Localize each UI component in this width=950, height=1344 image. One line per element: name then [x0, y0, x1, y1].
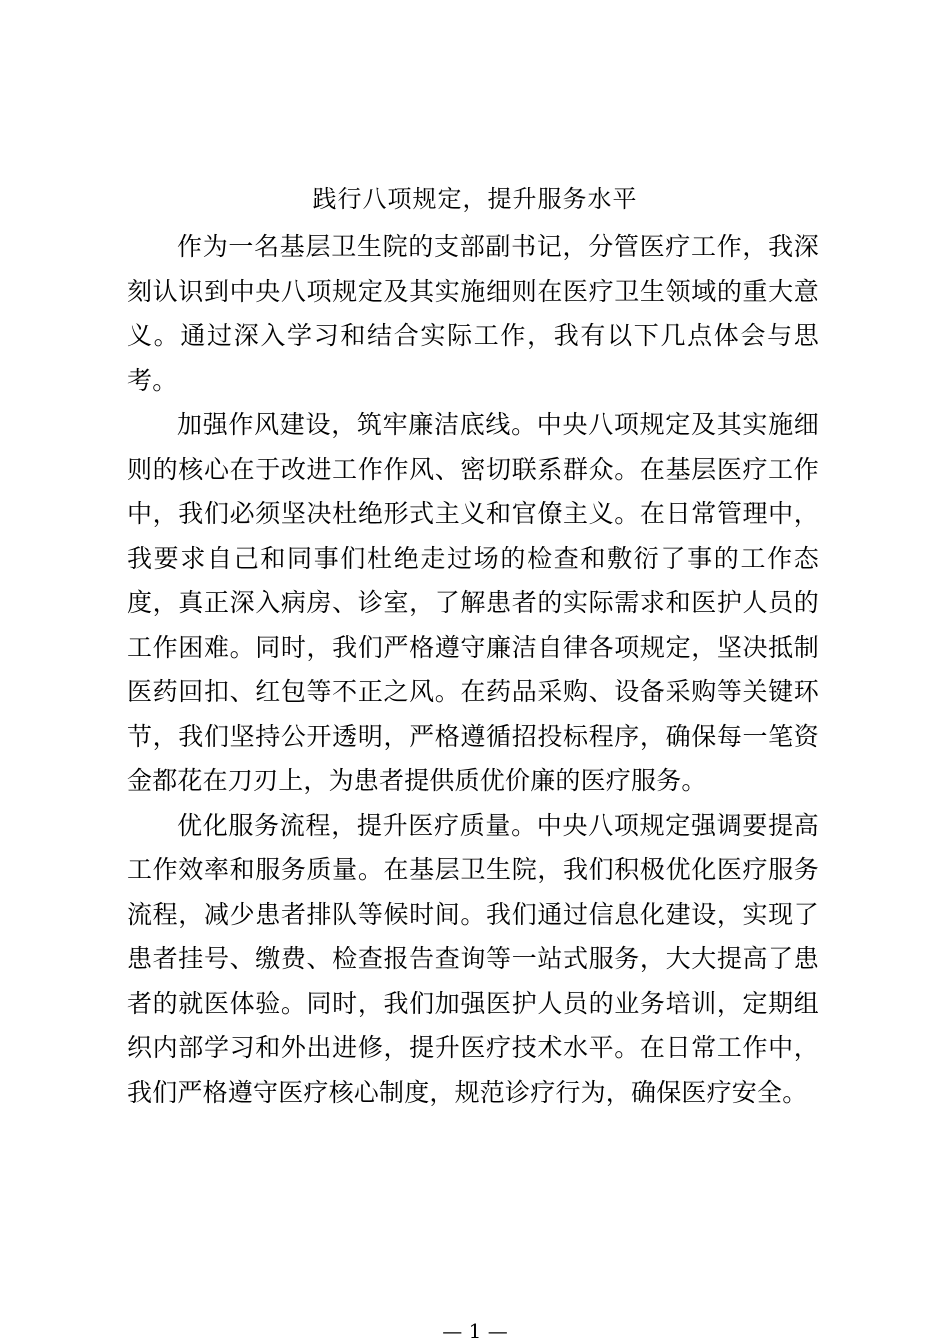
paragraph-work-style: 加强作风建设，筑牢廉洁底线。中央八项规定及其实施细则的核心在于改进工作作风、密切联系群众。在基层医疗工作中，我们必须坚决杜绝形式主义和官僚主义。在日常管理中，我要求自己和同事们杜绝走过场的检查和敷衍了事的工作态度，真正深入病房、诊室，了解患者的实际需求和医护人员的工作困难。同时，我们严格遵守廉洁自律各项规定，坚决抵制医药回扣、红包等不正之风。在药品采购、设备采购等关键环节，我们坚持公开透明，严格遵循招投标程序，确保每一笔资金都花在刀刃上，为患者提供质优价廉的医疗服务。: [127, 410, 819, 795]
document-title: 践行八项规定，提升服务水平: [312, 185, 638, 213]
page-number: — 1 —: [442, 1319, 508, 1343]
paragraph-intro: 作为一名基层卫生院的支部副书记，分管医疗工作，我深刻认识到中央八项规定及其实施细则在医疗卫生领域的重大意义。通过深入学习和结合实际工作，我有以下几点体会与思考。: [127, 232, 819, 395]
document-body: [127, 225, 819, 1115]
paragraph-service-quality: 优化服务流程，提升医疗质量。中央八项规定强调要提高工作效率和服务质量。在基层卫生院，我们积极优化医疗服务流程，减少患者排队等候时间。我们通过信息化建设，实现了患者挂号、缴费、检查报告查询等一站式服务，大大提高了患者的就医体验。同时，我们加强医护人员的业务培训，定期组织内部学习和外出进修，提升医疗技术水平。在日常工作中，我们严格遵守医疗核心制度，规范诊疗行为，确保医疗安全。: [127, 810, 819, 1107]
